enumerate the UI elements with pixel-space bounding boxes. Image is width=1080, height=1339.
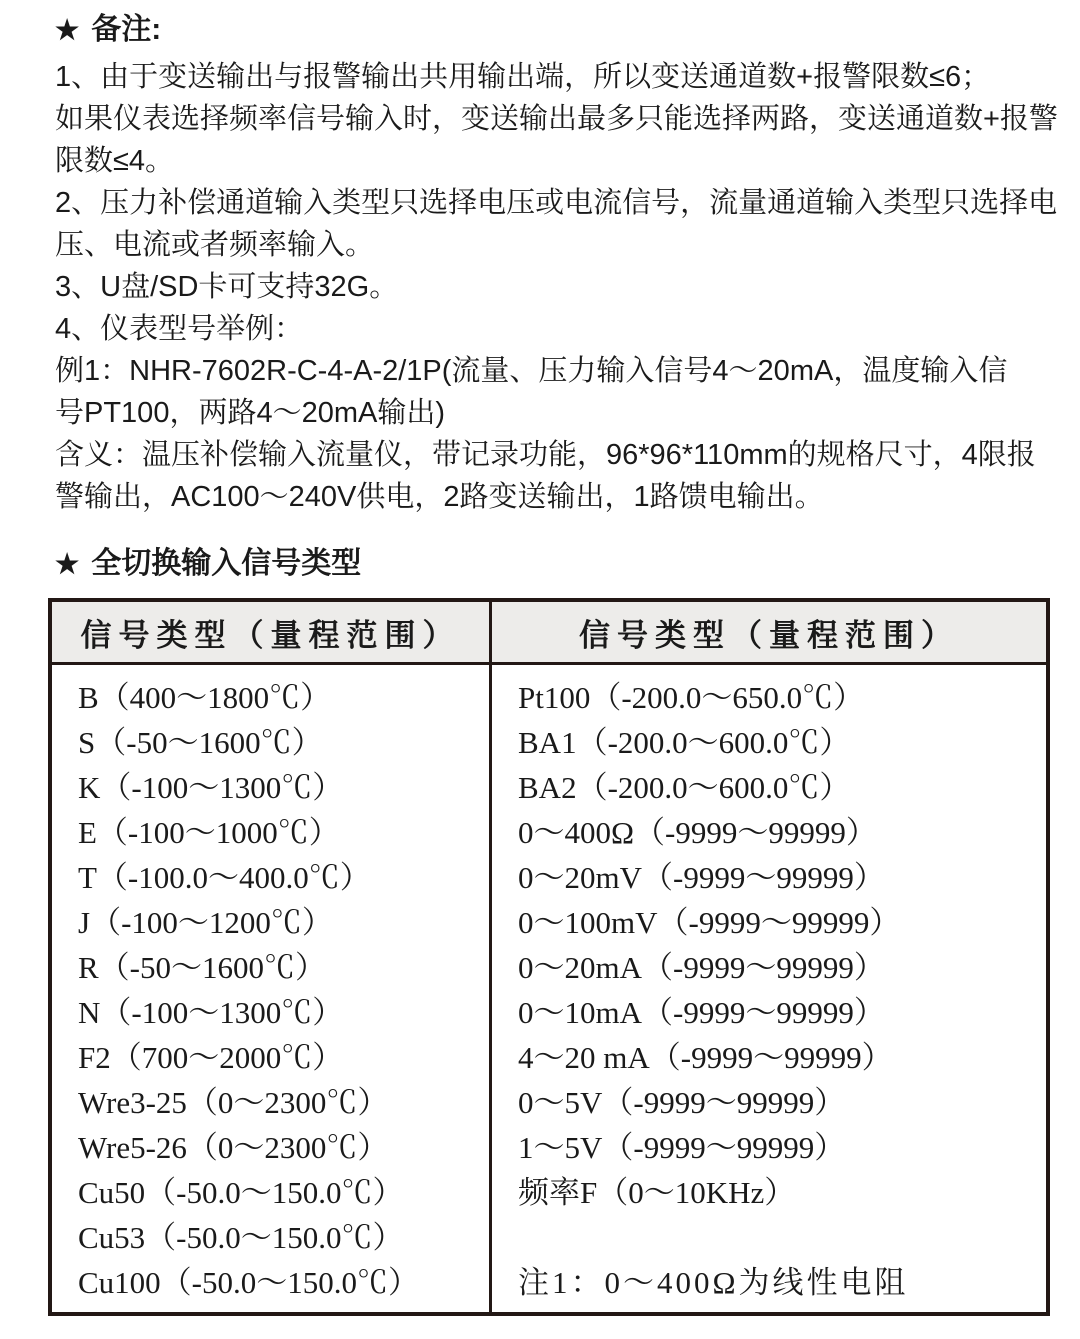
signal-row: 0～100mV（-9999～99999） <box>518 905 901 940</box>
signal-table-left-column <box>52 665 492 1312</box>
signal-row: 0～10mA（-9999～99999） <box>518 995 885 1030</box>
signal-row: 1～5V（-9999～99999） <box>518 1130 846 1165</box>
remark-line: 号PT100，两路4～20mA输出) <box>55 397 445 429</box>
remark-line: 含义：温压补偿输入流量仪，带记录功能，96*96*110mm的规格尺寸，4限报 <box>55 439 1036 471</box>
signal-row: BA1（-200.0～600.0℃） <box>518 725 851 760</box>
signal-row: 0～20mA（-9999～99999） <box>518 950 885 985</box>
signal-table-header-left: 信号类型（量程范围） <box>52 602 492 662</box>
remark-line: 警输出，AC100～240V供电，2路变送输出，1路馈电输出。 <box>55 481 824 513</box>
remarks-section <box>55 10 1058 518</box>
signal-types-table <box>48 598 1050 1316</box>
signal-row: N（-100～1300℃） <box>78 995 344 1030</box>
remarks-title-text: 备注: <box>91 13 162 46</box>
signal-row: T（-100.0～400.0℃） <box>78 860 371 895</box>
signal-table-right-column <box>492 665 1046 1312</box>
signal-table-header-right: 信号类型（量程范围） <box>579 617 959 653</box>
remark-line: 如果仪表选择频率信号输入时，变送输出最多只能选择两路，变送通道数+报警 <box>55 103 1058 135</box>
signal-types-title-text: 全切换输入信号类型 <box>91 547 362 580</box>
signal-row: BA2（-200.0～600.0℃） <box>518 770 851 805</box>
signal-row: E（-100～1000℃） <box>78 815 340 850</box>
signal-row: 4～20 mA（-9999～99999） <box>518 1040 893 1075</box>
signal-types-title <box>55 544 1054 584</box>
signal-table-header-row <box>52 602 1046 665</box>
signal-row: B（400～1800℃） <box>78 680 332 715</box>
remark-line: 3、U盘/SD卡可支持32G。 <box>55 271 399 303</box>
star-icon: ★ <box>55 15 80 45</box>
signal-row: Wre3-25（0～2300℃） <box>78 1085 389 1120</box>
signal-row: 0～5V（-9999～99999） <box>518 1085 846 1120</box>
signal-table-body <box>52 665 1046 1312</box>
remark-line: 2、压力补偿通道输入类型只选择电压或电流信号，流量通道输入类型只选择电 <box>55 187 1058 219</box>
remarks-title <box>55 10 1054 50</box>
signal-row: Cu100（-50.0～150.0℃） <box>78 1265 419 1300</box>
signal-row: 0～20mV（-9999～99999） <box>518 860 885 895</box>
remark-line: 1、由于变送输出与报警输出共用输出端，所以变送通道数+报警限数≤6； <box>55 61 991 93</box>
signal-row: Cu53（-50.0～150.0℃） <box>78 1220 404 1255</box>
signal-row: S（-50～1600℃） <box>78 725 323 760</box>
table-note: 注1：0～400Ω为线性电阻 <box>518 1265 909 1300</box>
signal-row: Pt100（-200.0～650.0℃） <box>518 680 865 715</box>
remark-line: 压、电流或者频率输入。 <box>55 229 375 261</box>
signal-row: 0～400Ω（-9999～99999） <box>518 815 877 850</box>
signal-row: 频率F（0～10KHz） <box>518 1175 796 1210</box>
signal-row: Cu50（-50.0～150.0℃） <box>78 1175 404 1210</box>
remark-line: 例1：NHR-7602R-C-4-A-2/1P(流量、压力输入信号4～20mA，温度输入信 <box>55 355 1008 387</box>
remark-line: 限数≤4。 <box>55 145 175 177</box>
signal-row: R（-50～1600℃） <box>78 950 326 985</box>
star-icon: ★ <box>55 549 80 579</box>
table-spacer <box>518 1215 1046 1260</box>
signal-row: J（-100～1200℃） <box>78 905 333 940</box>
signal-row: K（-100～1300℃） <box>78 770 344 805</box>
remark-line: 4、仪表型号举例： <box>55 313 304 345</box>
signal-row: F2（700～2000℃） <box>78 1040 344 1075</box>
signal-row: Wre5-26（0～2300℃） <box>78 1130 389 1165</box>
